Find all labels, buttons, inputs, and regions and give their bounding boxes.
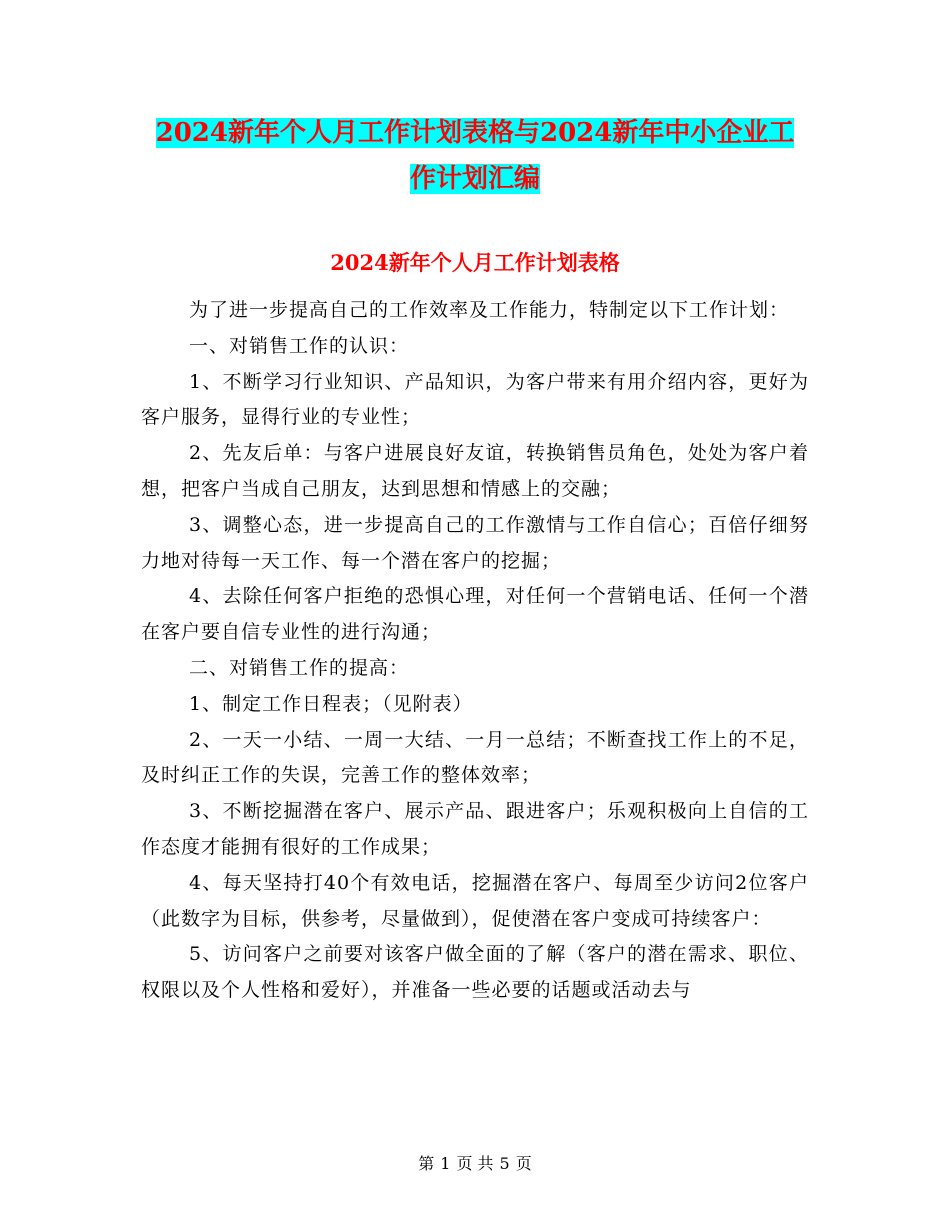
paragraph-item: 1、不断学习行业知识、产品知识，为客户带来有用介绍内容，更好为客户服务，显得行业的专业性； (141, 370, 809, 429)
page-footer (0, 1152, 950, 1176)
paragraph-heading-2: 二、对销售工作的提高： (189, 656, 410, 679)
document-body (141, 293, 809, 1009)
paragraph-intro: 为了进一步提高自己的工作效率及工作能力，特制定以下工作计划： (189, 299, 790, 321)
footer-mid: 页 共 (456, 1154, 494, 1173)
document-title-line-2: 作计划汇编 (409, 164, 540, 194)
footer-page-total: 5 (499, 1154, 510, 1173)
paragraph-item: 4、去除任何客户拒绝的恐惧心理，对任何一个营销电话、任何一个潜在客户要自信专业性的进行沟通； (141, 585, 809, 644)
document-title (0, 110, 950, 202)
paragraph-item: 3、不断挖掘潜在客户、展示产品、跟进客户；乐观积极向上自信的工作态度才能拥有很好的工作成果； (141, 800, 809, 858)
footer-suffix: 页 (515, 1154, 532, 1173)
footer-page-number: 1 (440, 1154, 451, 1173)
document-title-line-1: 2024新年个人月工作计划表格与2024新年中小企业工 (155, 118, 795, 148)
paragraph-item: 2、先友后单：与客户进展良好友谊，转换销售员角色，处处为客户着想，把客户当成自己朋友，达到思想和情感上的交融； (141, 442, 809, 500)
paragraph-item: 3、调整心态，进一步提高自己的工作激情与工作自信心；百倍仔细努力地对待每一天工作、每一个潜在客户的挖掘； (141, 513, 809, 572)
paragraph-item: 4、每天坚持打40个有效电话，挖掘潜在客户、每周至少访问2位客户（此数字为目标，供参考，尽量做到），促使潜在客户变成可持续客户： (141, 871, 809, 930)
section-title: 2024新年个人月工作计划表格 (330, 250, 620, 275)
paragraph-item: 1、制定工作日程表；（见附表） (189, 692, 473, 715)
paragraph-item: 2、一天一小结、一周一大结、一月一总结；不断查找工作上的不足，及时纠正工作的失误，完善工作的整体效率； (141, 728, 809, 787)
paragraph-item: 5、访问客户之前要对该客户做全面的了解（客户的潜在需求、职位、权限以及个人性格和爱好），并准备一些必要的话题或活动去与 (141, 943, 809, 1002)
footer-prefix: 第 (418, 1154, 435, 1173)
paragraph-heading-1: 一、对销售工作的认识： (189, 334, 410, 357)
